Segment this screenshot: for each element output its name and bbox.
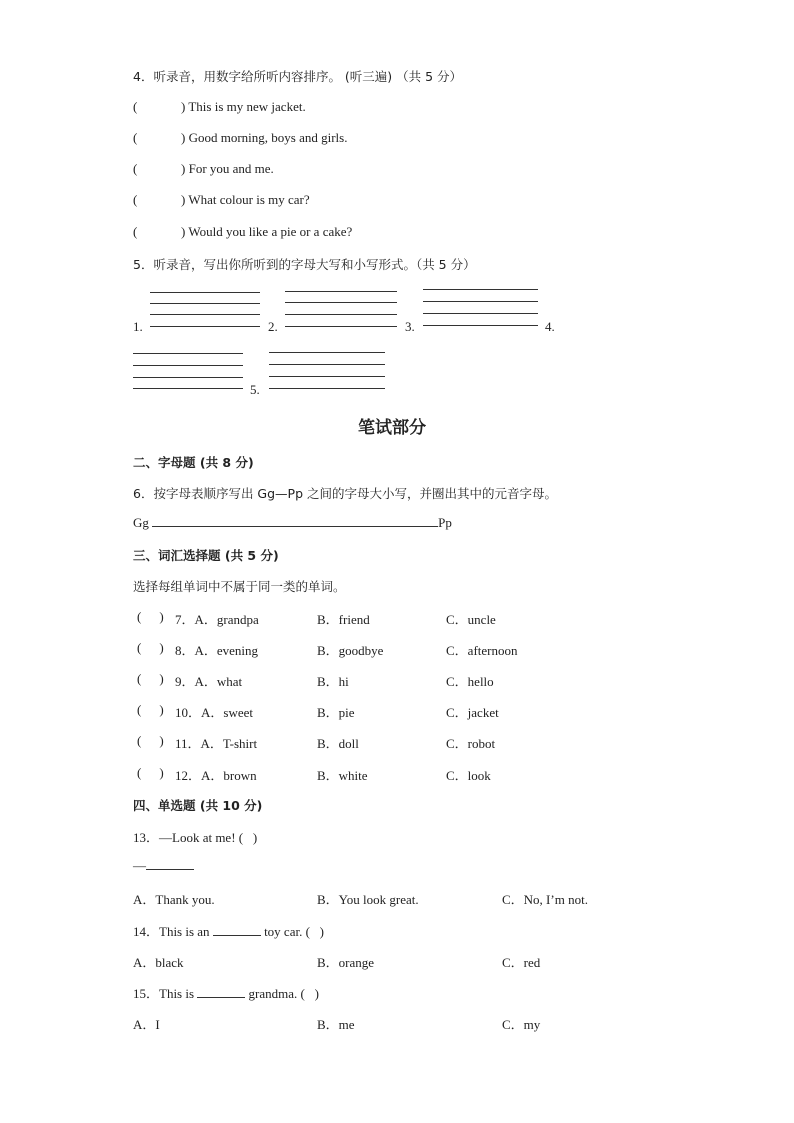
label-4: 4.	[545, 319, 555, 334]
q4-item-3: ( ) For you and me.	[133, 161, 274, 176]
answer-paren[interactable]: ( )	[137, 609, 164, 624]
q4-item-1: ( ) This is my new jacket.	[133, 99, 306, 114]
section-heading: 笔试部分	[358, 418, 426, 438]
q14-option-c: C．red	[502, 955, 541, 970]
q4-item-4: ( ) What colour is my car?	[133, 192, 310, 207]
q6-answer-row: Gg Pp	[133, 515, 452, 530]
answer-blank[interactable]	[146, 869, 194, 870]
section-3-instruction: 选择每组单词中不属于同一类的单词。	[133, 579, 346, 594]
option-b: B．doll	[317, 736, 359, 751]
answer-blank[interactable]	[213, 935, 261, 936]
answer-paren[interactable]: ( )	[137, 702, 164, 717]
option-a: 10．A．sweet	[175, 705, 253, 720]
option-b: B．goodbye	[317, 643, 384, 658]
label-1: 1.	[133, 319, 143, 334]
q14-option-a: A．black	[133, 955, 184, 970]
q13-option-b: B．You look great.	[317, 892, 419, 907]
label-3: 3.	[405, 319, 415, 334]
answer-paren[interactable]: (	[133, 192, 138, 207]
answer-paren[interactable]: ( )	[137, 765, 164, 780]
q4-item-text: Good morning, boys and girls.	[188, 130, 348, 145]
answer-paren[interactable]: (	[133, 161, 138, 176]
question-13-reply: —	[133, 858, 194, 874]
section-3-title: 三、词汇选择题 (共 5 分)	[133, 548, 279, 563]
option-c: C．look	[446, 768, 491, 783]
answer-blank[interactable]	[197, 997, 245, 998]
answer-paren[interactable]: ( )	[137, 671, 164, 686]
option-a: 7．A．grandpa	[175, 612, 259, 627]
option-c: C．afternoon	[446, 643, 518, 658]
q4-item-text: Would you like a pie or a cake?	[188, 224, 353, 239]
q13-option-a: A．Thank you.	[133, 892, 215, 907]
section-4-title: 四、单选题 (共 10 分)	[133, 798, 263, 813]
label-2: 2.	[268, 319, 278, 334]
q4-item-text: This is my new jacket.	[188, 99, 306, 114]
option-b: B．hi	[317, 674, 349, 689]
q4-item-text: What colour is my car?	[188, 192, 310, 207]
option-a: 9．A．what	[175, 674, 243, 689]
answer-paren[interactable]: ( )	[137, 733, 164, 748]
option-a: 12．A．brown	[175, 768, 257, 783]
q6-answer-blank[interactable]	[152, 526, 438, 527]
question-4-title: 4．听录音，用数字给所听内容排序。 (听三遍) （共 5 分）	[133, 69, 463, 84]
q13-option-c: C．No, I’m not.	[502, 892, 588, 907]
option-b: B．pie	[317, 705, 355, 720]
q15-option-a: A．I	[133, 1017, 160, 1032]
option-a: 8．A．evening	[175, 643, 259, 658]
answer-paren[interactable]: (	[133, 130, 138, 145]
section-2-title: 二、字母题 (共 8 分)	[133, 455, 254, 470]
option-c: C．hello	[446, 674, 494, 689]
q4-item-5: ( ) Would you like a pie or a cake?	[133, 224, 353, 239]
option-a: 11．A．T-shirt	[175, 736, 258, 751]
q4-item-text: For you and me.	[188, 161, 274, 176]
answer-paren[interactable]: (	[133, 224, 138, 239]
option-b: B．white	[317, 768, 368, 783]
option-c: C．uncle	[446, 612, 496, 627]
answer-paren[interactable]: (	[133, 99, 138, 114]
question-14-stem: 14．This is an toy car. ( )	[133, 924, 324, 939]
q15-option-b: B．me	[317, 1017, 355, 1032]
question-13-stem: 13．—Look at me! ( )	[133, 830, 258, 845]
q15-option-c: C．my	[502, 1017, 541, 1032]
option-c: C．robot	[446, 736, 496, 751]
q14-option-b: B．orange	[317, 955, 375, 970]
question-6: 6．按字母表顺序写出 Gg—Pp 之间的字母大小写，并圈出其中的元音字母。	[133, 486, 557, 501]
label-5: 5.	[250, 382, 260, 397]
q4-item-2: ( ) Good morning, boys and girls.	[133, 130, 348, 145]
option-b: B．friend	[317, 612, 370, 627]
option-c: C．jacket	[446, 705, 499, 720]
answer-paren[interactable]: ( )	[137, 640, 164, 655]
question-15-stem: 15．This is grandma. ( )	[133, 986, 319, 1001]
question-5-title: 5．听录音，写出你所听到的字母大写和小写形式。（共 5 分）	[133, 257, 476, 272]
